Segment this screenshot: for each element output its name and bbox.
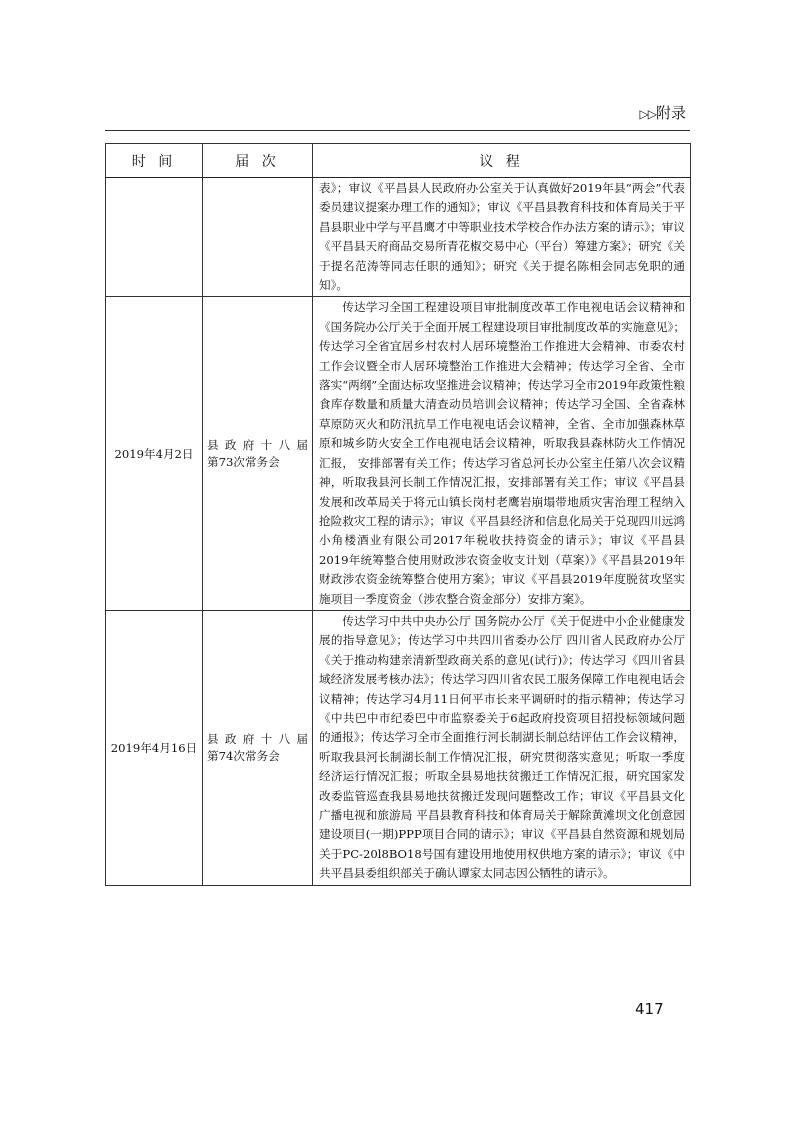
row-time (106, 178, 203, 297)
meeting-minutes-table (105, 143, 691, 886)
row-agenda (313, 297, 691, 611)
row-agenda: 表》；审议《平昌县人民政府办公室关于认真做好2019年县“两会”代表委员建议提案办理工作的通知》；审议《平昌县教育科技和体育局关于平昌县职业中学与平昌鹰才中等职业技术学校合作办法方案的请示》；审议《平昌县天府商品交易所青花椒交易中心（平台）筹建方案》；研究《关于提名范涛等同志任职的通知》；研究《关于提名陈相会同志免职的通知》。 (313, 178, 691, 297)
table-row (106, 610, 691, 885)
session-line-1: 县政府十八届 (207, 731, 308, 746)
table-row (106, 297, 691, 611)
table-row (106, 178, 691, 297)
section-title (640, 102, 686, 123)
column-header-time: 时 间 (106, 144, 203, 178)
row-time: 2019年4月16日 (106, 610, 203, 885)
page-number: 417 (635, 1000, 664, 1018)
row-session (203, 610, 313, 885)
session-line-1: 县政府十八届 (207, 437, 308, 452)
row-session (203, 297, 313, 611)
column-header-session: 届 次 (203, 144, 313, 178)
double-triangle-icon: ▷▷ (639, 107, 656, 121)
row-session (203, 178, 313, 297)
agenda-text: 传达学习全国工程建设项目审批制度改革工作电视电话会议精神和《国务院办公厅关于全面开展工程建设项目审批制度改革的实施意见》；传达学习全省宜居乡村农村人居环境整治工作推进大会精神、市委农村工作会议暨全市人居环境整治工作推进大会精神；传达学习全省、全市落实“两纲”全面达标攻坚推进会议精神；传达学习全市2019年政策性粮食库存数量和质量大清查动员培训会议精神；传达学习全国、全省森林草原防灭火和防汛抗旱工作电视电话会议精神，全省、全市加强森林草原和城乡防火安全工作电视电话会议精神，听取我县森林防火工作情况汇报， 安排部署有关工作；传达学习省总河长办公室主任第八次会议精神，听取我县河长制工作情况汇报，安排部署有关工作；审议《平昌县发展和改革局关于将元山镇长岗村老鹰岩崩塌带地质灾害治理工程纳入抢险救灾工程的请示》；审议《平昌县经济和信息化局关于兑现四川远鸿小角楼酒业有限公司2017年税收扶持资金的请示》；审议《平昌县2019年统筹整合使用财政涉农资金收支计划（草案）》《平昌县2019年财政涉农资金统筹整合使用方案》；审议《平昌县2019年度脱贫攻坚实施项目一季度资金（涉农整合资金部分）安排方案》。 (319, 300, 685, 606)
session-line-2: 第73次常务会 (207, 454, 280, 469)
agenda-text: 传达学习中共中央办公厅 国务院办公厅《关于促进中小企业健康发展的指导意见》；传达学习中共四川省委办公厅 四川省人民政府办公厅《关于推动构建亲清新型政商关系的意见(试行)》；传达学习《四川省县域经济发展考核办法》；传达学习四川省农民工服务保障工作电视电话会议精神；传达学习4月11日何平市长来平调研时的指示精神；传达学习《中共巴中市纪委巴中市监察委关于6起政府投资项目招投标领域问题的通报》；传达学习全市全面推行河长制湖长制总结评估工作会议精神，听取我县河长制湖长制工作情况汇报，研究贯彻落实意见；听取一季度经济运行情况汇报；听取全县易地扶贫搬迁工作情况汇报，研究国家发改委监管巡查我县易地扶贫搬迁发现问题整改工作；审议《平昌县文化广播电视和旅游局 平昌县教育科技和体育局关于解除黄滩坝文化创意园建设项目(一期)PPP项目合同的请示》；审议《平昌县自然资源和规划局关于PC-20l8BO18号国有建设用地使用权供地方案的请示》；审议《中共平昌县委组织部关于确认谭家太同志因公牺牲的请示》。 (319, 613, 685, 881)
running-header (105, 100, 690, 131)
row-agenda (313, 610, 691, 885)
row-time: 2019年4月2日 (106, 297, 203, 611)
session-line-2: 第74次常务会 (207, 748, 280, 763)
column-header-agenda: 议 程 (313, 144, 691, 178)
table-header-row (106, 144, 691, 178)
section-label: 附录 (655, 104, 686, 122)
